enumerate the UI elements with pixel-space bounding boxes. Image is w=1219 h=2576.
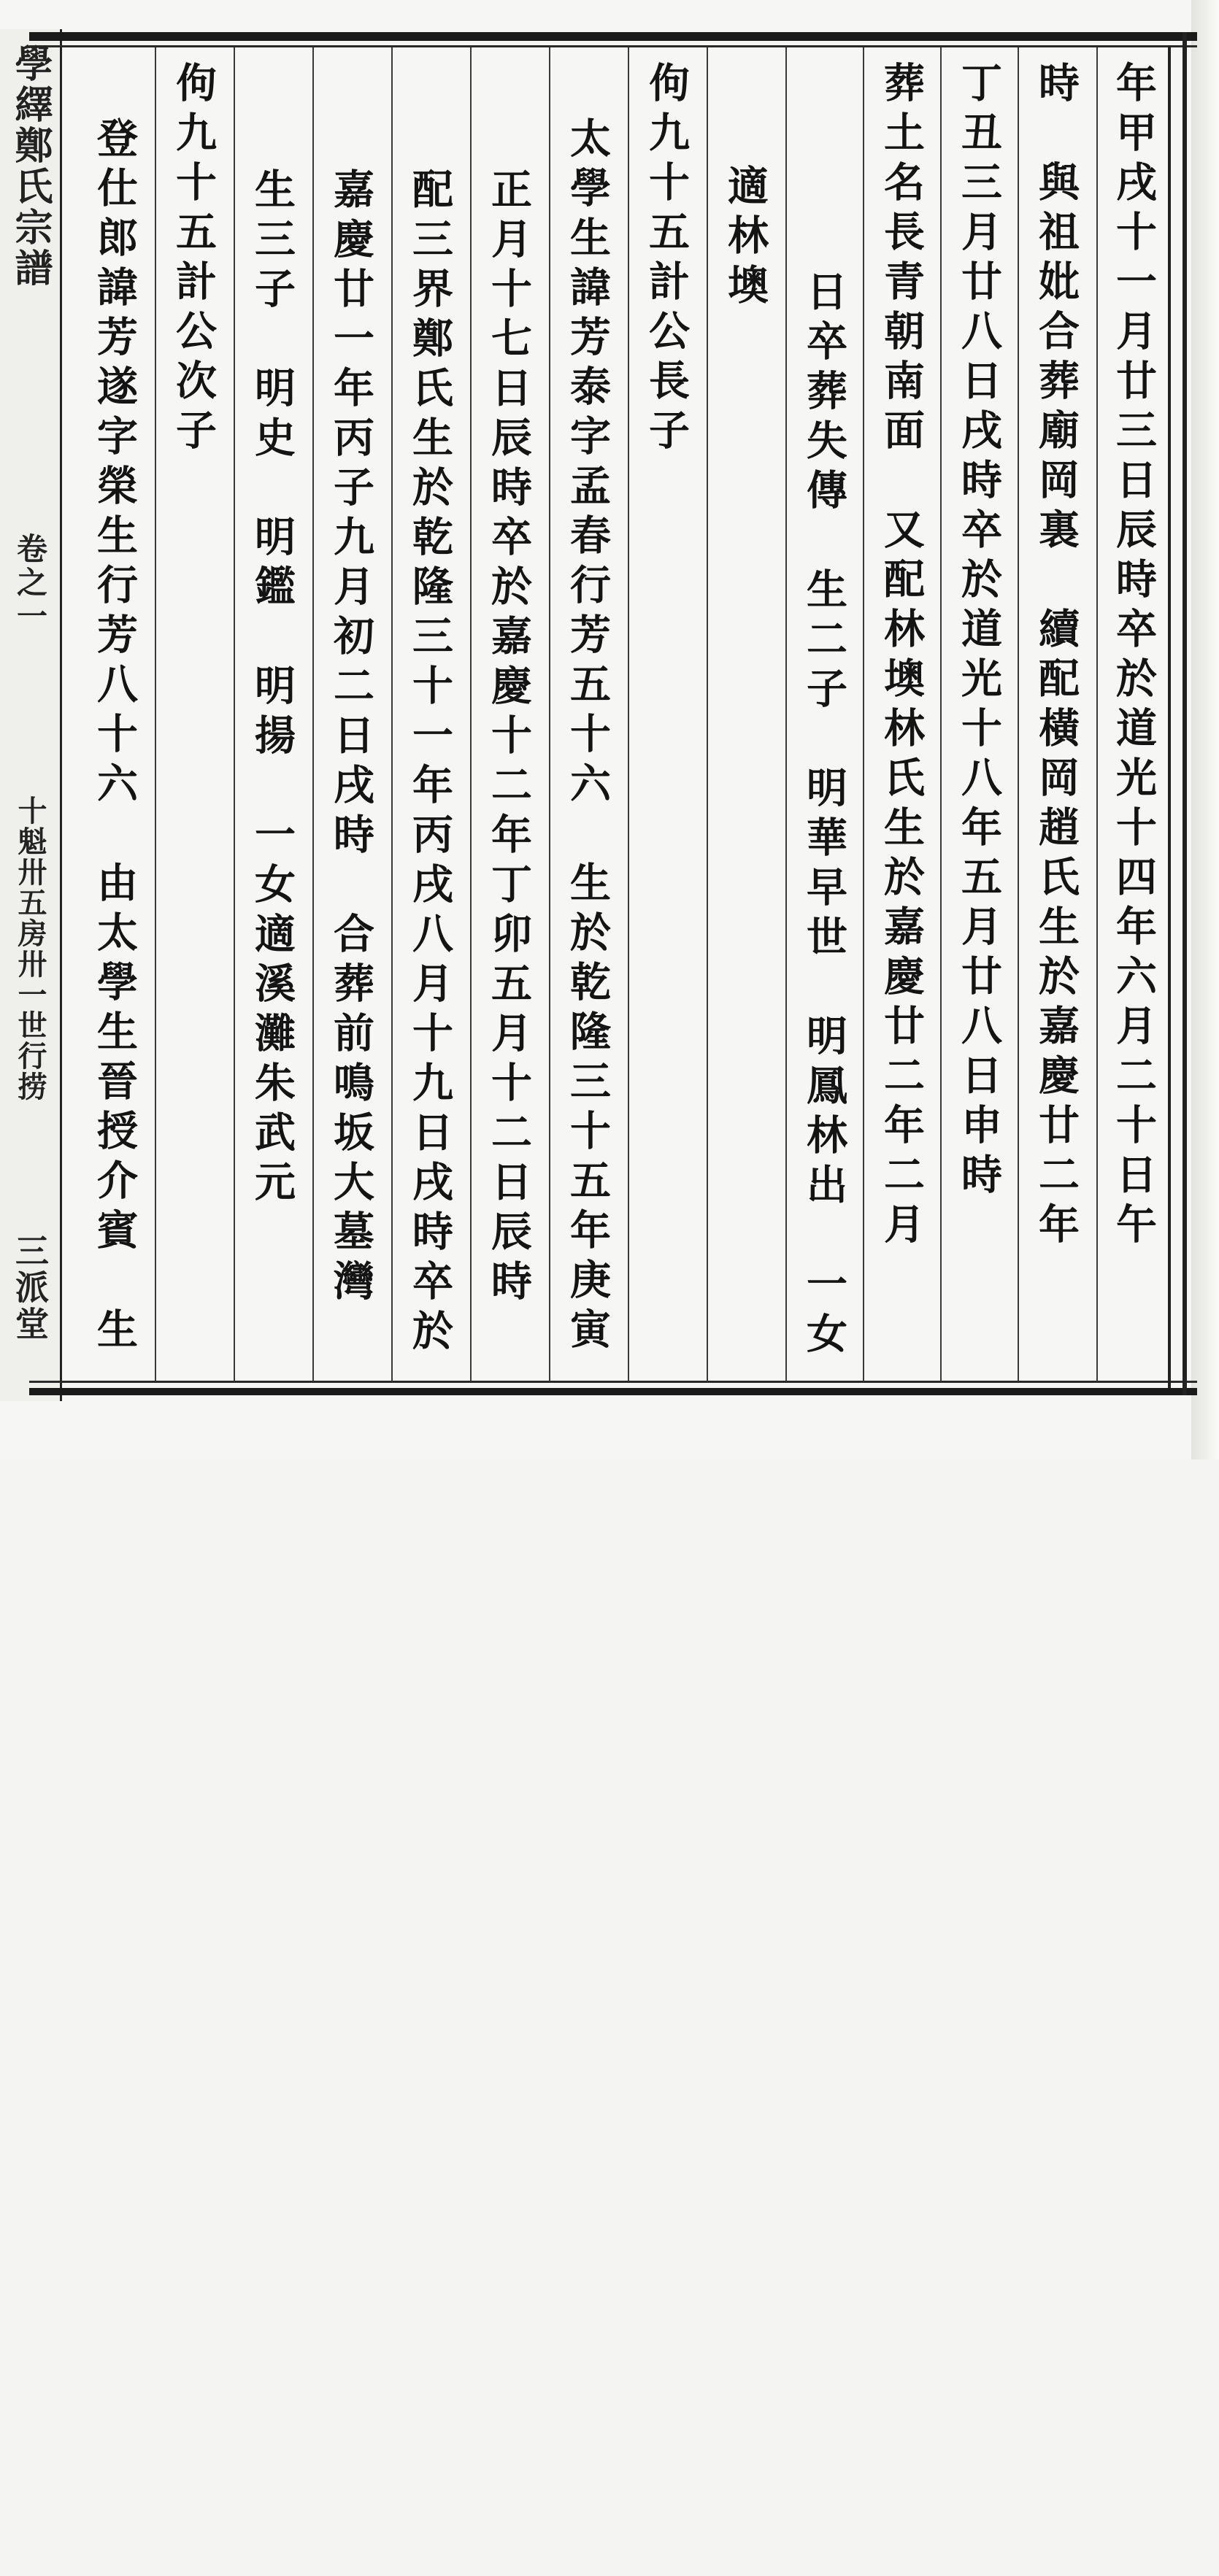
text-column: 登仕郎諱芳遂字榮生行芳八十六 由太學生晉授介賓 生 [91, 117, 139, 1357]
text-column: 嘉慶廿一年丙子九月初二日戌時 合葬前鳴坂大墓灣 [327, 168, 375, 1309]
text-column: 太學生諱芳泰字孟春行芳五十六 生於乾隆三十五年庚寅 [564, 117, 612, 1357]
text-column: 丁丑三月廿八日戌時卒於道光十八年五月廿八日申時 [955, 61, 1003, 1203]
column-divider [1096, 47, 1098, 1381]
volume-label: 卷之一 [12, 533, 48, 633]
text-column: 日卒葬失傳 生二子 明華早世 明鳳林出 一女 [800, 270, 848, 1362]
text-column: 佝九十五計公長子 [642, 61, 691, 458]
column-divider [234, 47, 235, 1381]
frame-top-inner-border [29, 45, 1197, 47]
frame-right-border [1168, 45, 1171, 1388]
text-column: 年甲戌十一月廿三日辰時卒於道光十四年六月二十日午 [1110, 61, 1158, 1252]
column-divider [940, 47, 942, 1381]
column-divider [155, 47, 156, 1381]
hall-name: 三派堂 [10, 1233, 50, 1343]
column-divider [707, 47, 708, 1381]
text-column: 佝九十五計公次子 [169, 61, 218, 458]
column-divider [863, 47, 864, 1381]
generation-note: 十魁卅五房卅一世行捞 [13, 795, 47, 1102]
column-divider [549, 47, 550, 1381]
column-divider [1018, 47, 1019, 1381]
book-title: 學繹鄭氏宗譜 [8, 44, 53, 289]
column-divider [391, 47, 393, 1381]
text-column: 生三子 明史 明鑑 明揚 一女適溪灘朱武元 [248, 168, 296, 1210]
column-divider [312, 47, 314, 1381]
text-column: 葬土名長青朝南面 又配林墺林氏生於嘉慶廿二年二月 [877, 61, 926, 1252]
text-column: 時 與祖妣合葬廟岡裏 續配橫岡趙氏生於嘉慶廿二年 [1032, 61, 1080, 1252]
page-edge [1191, 0, 1219, 1459]
column-divider [628, 47, 629, 1381]
text-column: 適林墺 [721, 164, 769, 313]
text-column: 正月十七日辰時卒於嘉慶十二年丁卯五月十二日辰時 [485, 168, 533, 1309]
text-column: 配三界鄭氏生於乾隆三十一年丙戌八月十九日戌時卒於 [406, 168, 454, 1359]
column-divider [470, 47, 472, 1381]
frame-right-outer-border [1183, 32, 1187, 1395]
column-divider [785, 47, 787, 1381]
frame-top-border [29, 32, 1197, 41]
